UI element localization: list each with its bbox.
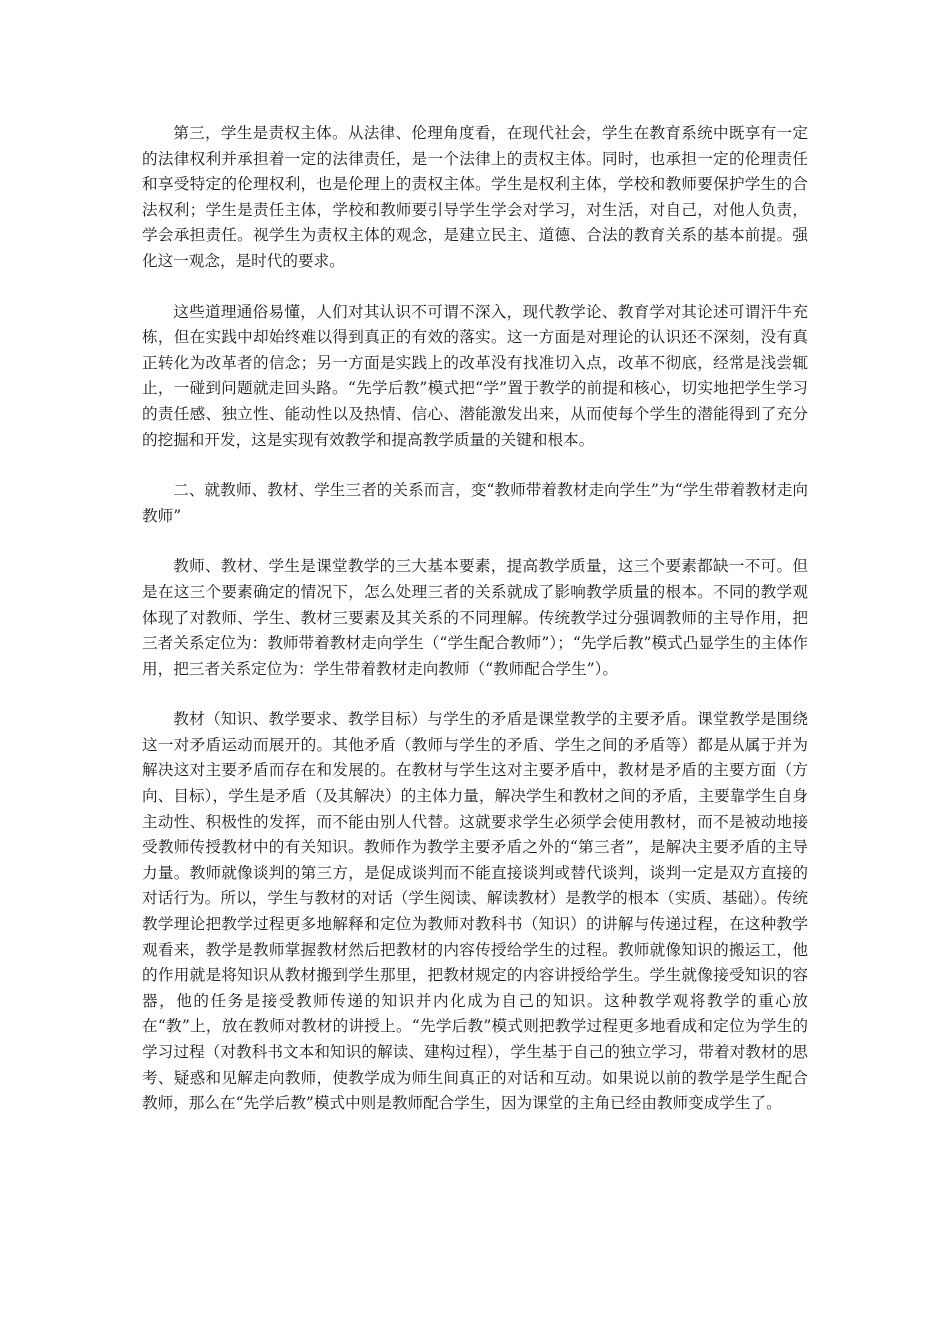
section-heading-two: 二、就教师、教材、学生三者的关系而言，变“教师带着教材走向学生”为“学生带着教材走向教师” (142, 481, 808, 525)
paragraph-three-elements: 教师、教材、学生是课堂教学的三大基本要素，提高教学质量，这三个要素都缺一不可。但是在这三个要素确定的情况下，怎么处理三者的关系就成了影响教学质量的根本。不同的教学观体现了对教师、学生、教材三要素及其关系的不同理解。传统教学过分强调教师的主导作用，把三者关系定位为：教师带着教材走向学生（“学生配合教师”）；“先学后教”模式凸显学生的主体作用，把三者关系定位为：学生带着教材走向教师（“教师配合学生”）。 (142, 557, 808, 678)
paragraph-main-contradiction: 教材（知识、教学要求、教学目标）与学生的矛盾是课堂教学的主要矛盾。课堂教学是围绕这一对矛盾运动而展开的。其他矛盾（教师与学生的矛盾、学生之间的矛盾等）都是从属于并为解决这对主要矛盾而存在和发展的。在教材与学生这对主要矛盾中，教材是矛盾的主要方面（方向、目标），学生是矛盾（及其解决）的主体力量，解决学生和教材之间的矛盾，主要靠学生自身主动性、积极性的发挥，而不能由别人代替。这就要求学生必须学会使用教材，而不是被动地接受教师传授教材中的有关知识。教师作为教学主要矛盾之外的“第三者”，是解决主要矛盾的主导力量。教师就像谈判的第三方，是促成谈判而不能直接谈判或替代谈判，谈判一定是双方直接的对话行为。所以，学生与教材的对话（学生阅读、解读教材）是教学的根本（实质、基础）。传统教学理论把教学过程更多地解释和定位为教师对教科书（知识）的讲解与传递过程，在这种教学观看来，教学是教师掌握教材然后把教材的内容传授给学生的过程。教师就像知识的搬运工，他的作用就是将知识从教材搬到学生那里，把教材规定的内容讲授给学生。学生就像接受知识的容器，他的任务是接受教师传递的知识并内化成为自己的知识。这种教学观将教学的重心放在“教”上，放在教师对教材的讲授上。“先学后教”模式则把教学过程更多地看成和定位为学生的学习过程（对教科书文本和知识的解读、建构过程），学生基于自己的独立学习，带着对教材的思考、疑惑和见解走向教师，使教学成为师生间真正的对话和互动。如果说以前的教学是学生配合教师，那么在“先学后教”模式中则是教师配合学生，因为课堂的主角已经由教师变成学生了。 (142, 710, 808, 1113)
document-body (142, 121, 808, 1117)
paragraph-responsibility-subject: 第三，学生是责权主体。从法律、伦理角度看，在现代社会，学生在教育系统中既享有一定的法律权利并承担着一定的法律责任，是一个法律上的责权主体。同时，也承担一定的伦理责任和享受特定的伦理权利，也是伦理上的责权主体。学生是权利主体，学校和教师要保护学生的合法权利；学生是责任主体，学校和教师要引导学生学会对学习，对生活，对自己，对他人负责，学会承担责任。视学生为责权主体的观念，是建立民主、道德、合法的教育关系的基本前提。强化这一观念，是时代的要求。 (142, 124, 808, 270)
paragraph-practice-gap: 这些道理通俗易懂，人们对其认识不可谓不深入，现代教学论、教育学对其论述可谓汗牛充栋，但在实践中却始终难以得到真正的有效的落实。这一方面是对理论的认识还不深刻，没有真正转化为改革者的信念；另一方面是实践上的改革没有找准切入点，改革不彻底，经常是浅尝辄止，一碰到问题就走回头路。“先学后教”模式把“学”置于教学的前提和核心，切实地把学生学习的责任感、独立性、能动性以及热情、信心、潜能激发出来，从而使每个学生的潜能得到了充分的挖掘和开发，这是实现有效教学和提高教学质量的关键和根本。 (142, 302, 808, 449)
